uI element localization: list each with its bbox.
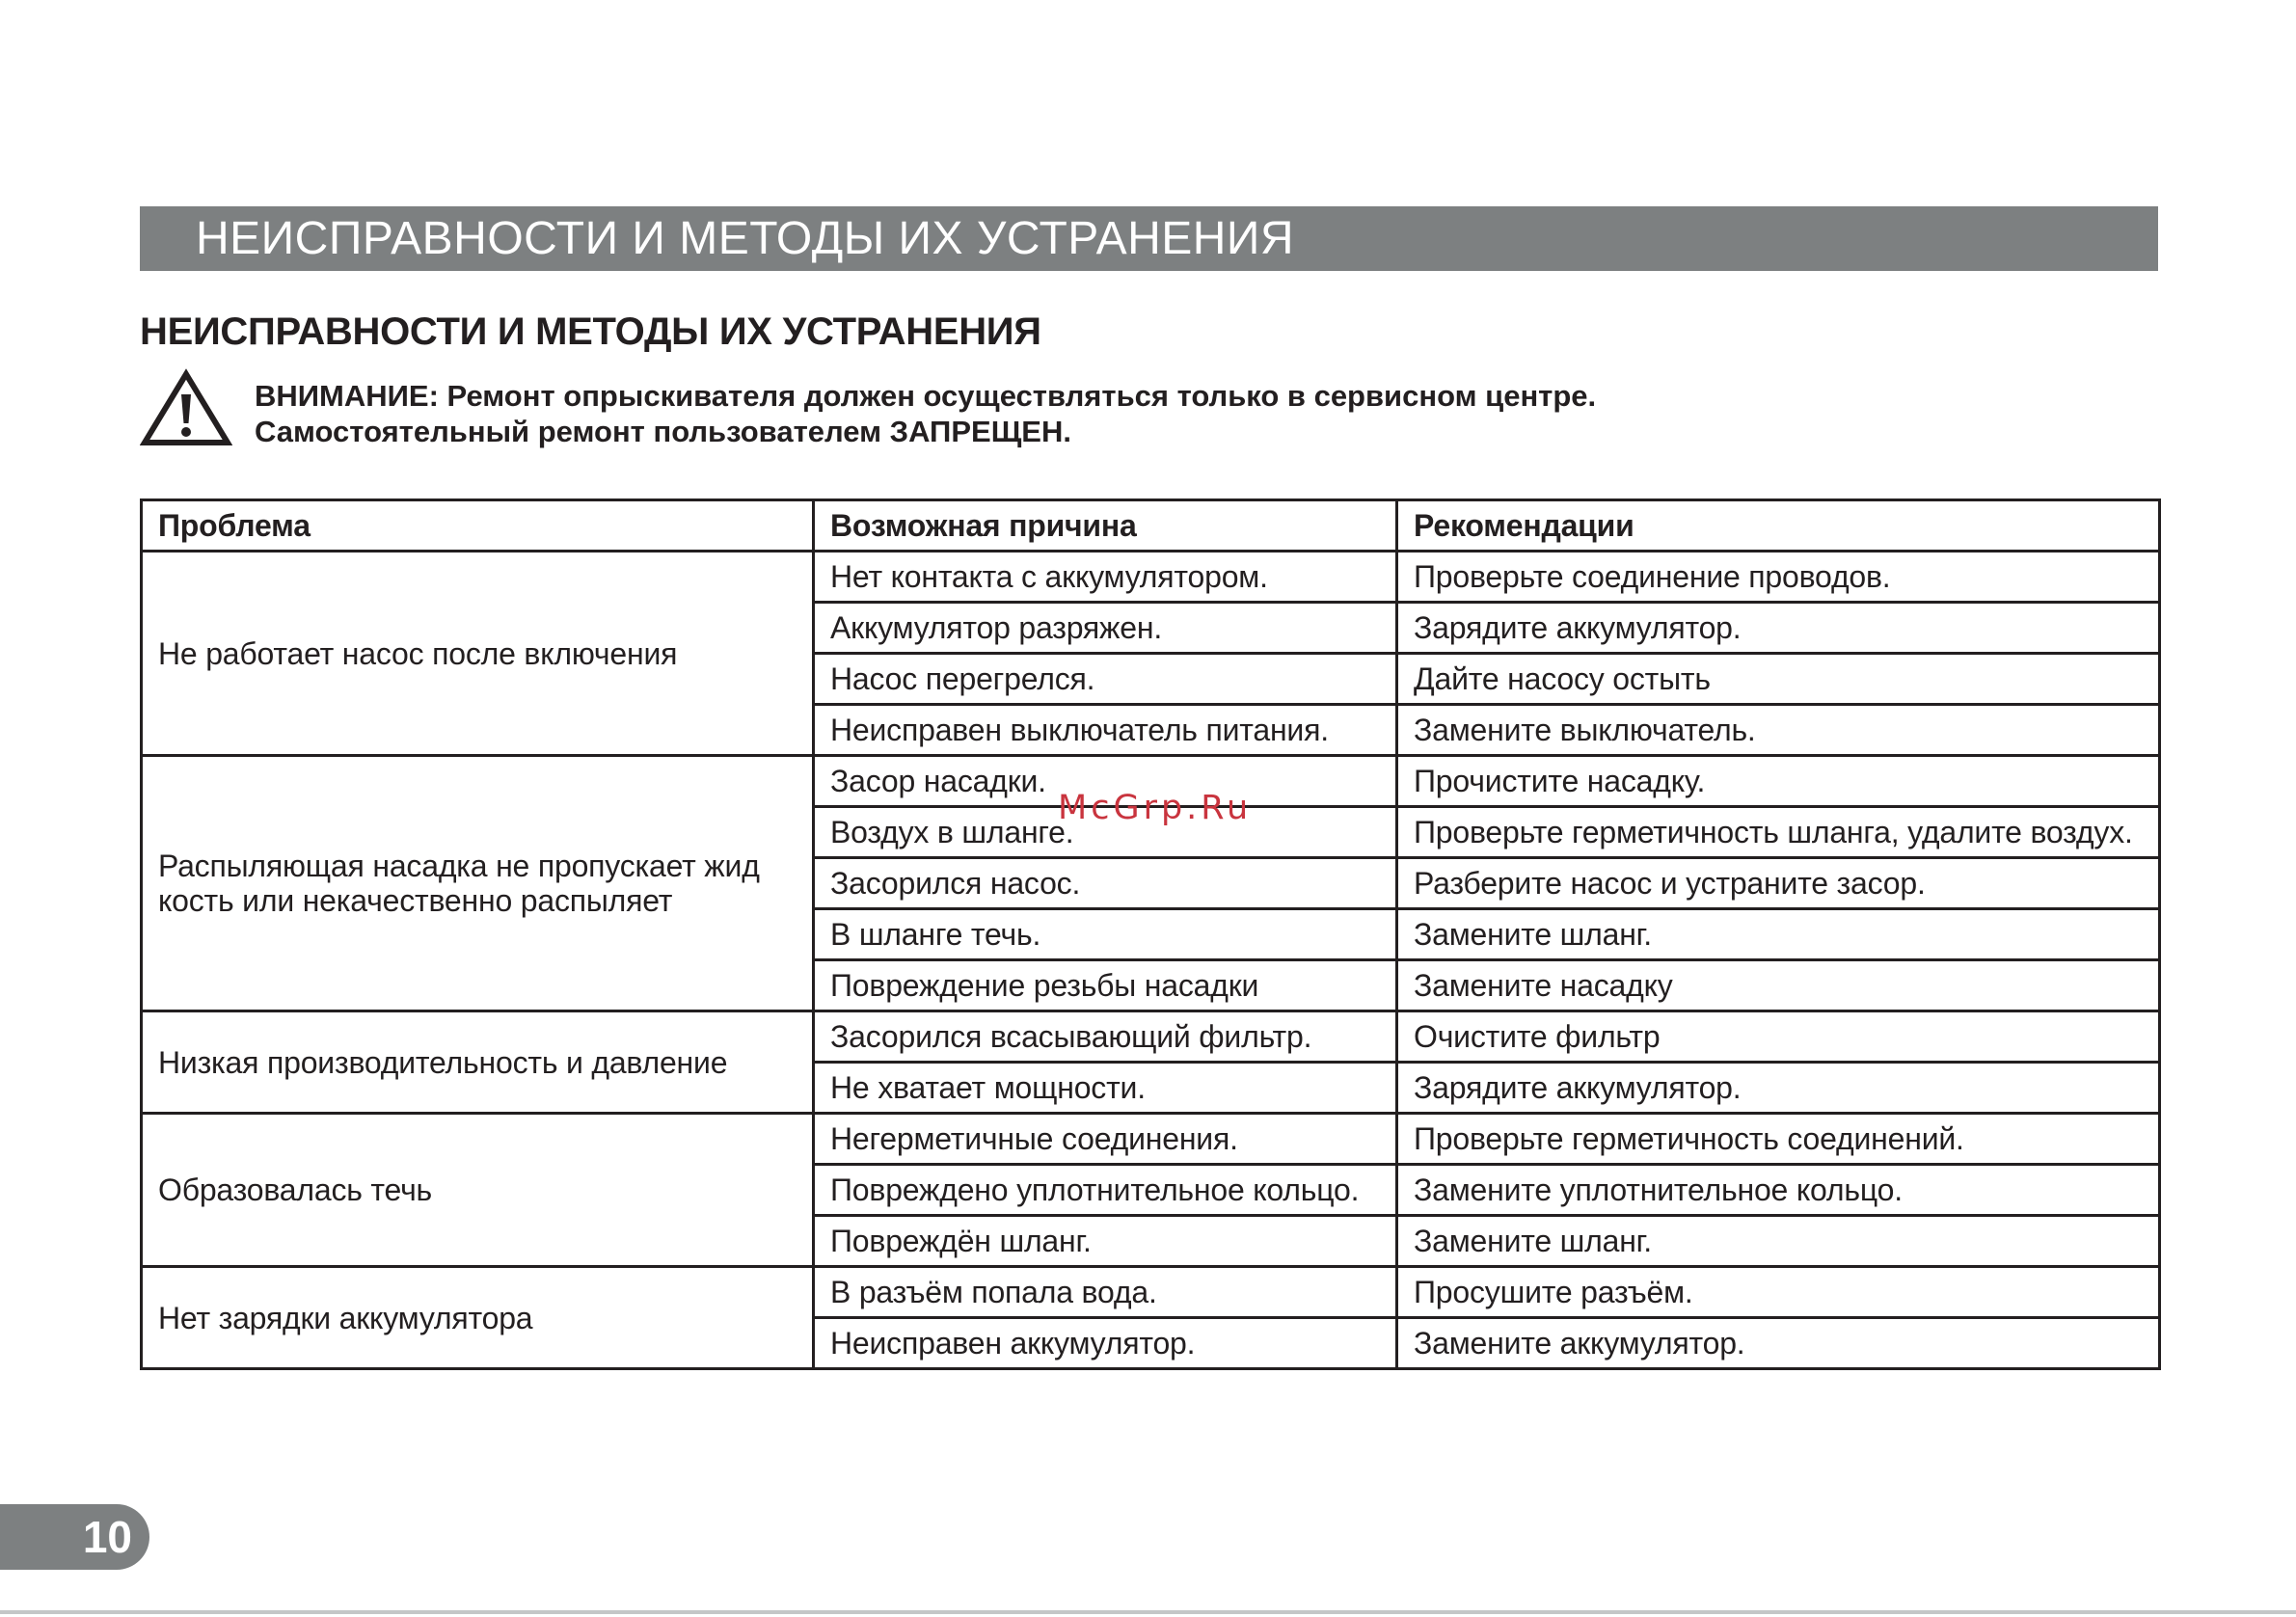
cause-cell: Воздух в шланге. (814, 807, 1397, 858)
recommendation-cell: Замените шланг. (1397, 1216, 2160, 1267)
watermark: McGrp.Ru (1058, 789, 1253, 827)
cause-cell: В шланге течь. (814, 909, 1397, 960)
cause-cell: Не хватает мощности. (814, 1063, 1397, 1114)
cause-cell: Насос перегрелся. (814, 654, 1397, 705)
warning-line-2: Самостоятельный ремонт пользователем ЗАПРЕЩЕН. (255, 415, 1071, 448)
table-row (142, 1011, 2160, 1063)
table-row (142, 1267, 2160, 1318)
recommendation-cell: Замените насадку (1397, 960, 2160, 1011)
cause-cell: Повреждено уплотнительное кольцо. (814, 1165, 1397, 1216)
recommendation-cell: Разберите насос и устраните засор. (1397, 858, 2160, 909)
recommendation-cell: Просушите разъём. (1397, 1267, 2160, 1318)
cause-cell: Аккумулятор разряжен. (814, 603, 1397, 654)
warning-line-1: ВНИМАНИЕ: Ремонт опрыскивателя должен осуществляться только в сервисном центре. (255, 379, 1597, 413)
cause-cell: Неисправен аккумулятор. (814, 1318, 1397, 1369)
recommendation-cell: Замените выключатель. (1397, 705, 2160, 756)
page-number-badge (0, 1504, 149, 1570)
cause-cell: Засорился всасывающий фильтр. (814, 1011, 1397, 1063)
bottom-divider (0, 1610, 2296, 1614)
recommendation-cell: Прочистите насадку. (1397, 756, 2160, 807)
warning-text (255, 378, 1596, 449)
section-banner (140, 206, 2158, 271)
cause-cell: Негерметичные соединения. (814, 1114, 1397, 1165)
recommendation-cell: Замените шланг. (1397, 909, 2160, 960)
recommendation-cell: Замените аккумулятор. (1397, 1318, 2160, 1369)
table-row (142, 1114, 2160, 1165)
troubleshooting-table (140, 499, 2161, 1370)
recommendation-cell: Проверьте герметичность шланга, удалите воздух. (1397, 807, 2160, 858)
problem-cell: Образовалась течь (142, 1114, 814, 1267)
header-problem: Проблема (142, 500, 814, 552)
table-row (142, 552, 2160, 603)
warning-triangle-icon (140, 368, 232, 447)
banner-title: НЕИСПРАВНОСТИ И МЕТОДЫ ИХ УСТРАНЕНИЯ (196, 213, 1295, 264)
header-recommendation: Рекомендации (1397, 500, 2160, 552)
recommendation-cell: Очистите фильтр (1397, 1011, 2160, 1063)
recommendation-cell: Замените уплотнительное кольцо. (1397, 1165, 2160, 1216)
cause-cell: Засорился насос. (814, 858, 1397, 909)
recommendation-cell: Зарядите аккумулятор. (1397, 1063, 2160, 1114)
cause-cell: Неисправен выключатель питания. (814, 705, 1397, 756)
page-number: 10 (82, 1512, 132, 1562)
header-cause: Возможная причина (814, 500, 1397, 552)
recommendation-cell: Проверьте герметичность соединений. (1397, 1114, 2160, 1165)
section-title: НЕИСПРАВНОСТИ И МЕТОДЫ ИХ УСТРАНЕНИЯ (140, 310, 1041, 353)
table-header-row (142, 500, 2160, 552)
cause-cell: Нет контакта с аккумулятором. (814, 552, 1397, 603)
recommendation-cell: Проверьте соединение проводов. (1397, 552, 2160, 603)
cause-cell: Засор насадки. (814, 756, 1397, 807)
problem-cell: Не работает насос после включения (142, 552, 814, 756)
cause-cell: Повреждение резьбы насадки (814, 960, 1397, 1011)
problem-cell: Нет зарядки аккумулятора (142, 1267, 814, 1369)
problem-cell: Распыляющая насадка не пропускает жид кость или некачественно распыляет (142, 756, 814, 1011)
recommendation-cell: Дайте насосу остыть (1397, 654, 2160, 705)
problem-cell: Низкая производительность и давление (142, 1011, 814, 1114)
recommendation-cell: Зарядите аккумулятор. (1397, 603, 2160, 654)
cause-cell: В разъём попала вода. (814, 1267, 1397, 1318)
cause-cell: Повреждён шланг. (814, 1216, 1397, 1267)
